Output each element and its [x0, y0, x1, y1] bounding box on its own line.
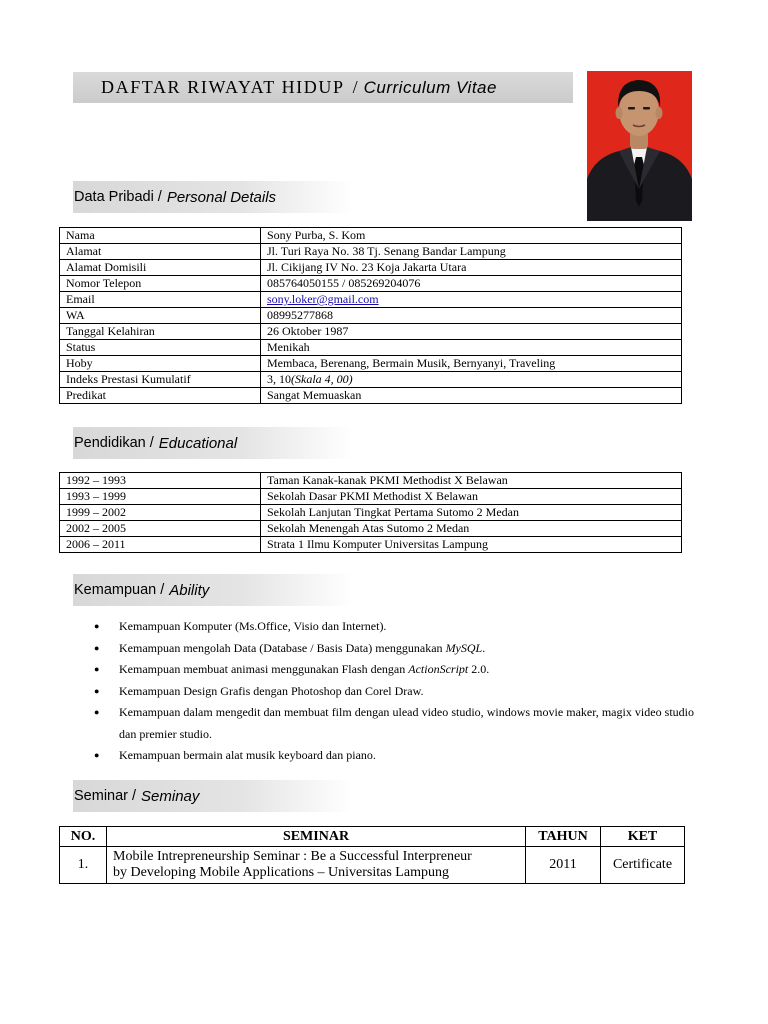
- value-nama: Sony Purba, S. Kom: [261, 228, 682, 244]
- ability-list: [94, 616, 694, 767]
- education-school: Strata 1 Ilmu Komputer Universitas Lampung: [261, 537, 682, 553]
- section-education-title-italic: Educational: [158, 434, 238, 452]
- education-school: Sekolah Menengah Atas Sutomo 2 Medan: [261, 521, 682, 537]
- list-item: [94, 659, 694, 681]
- label-ipk: Indeks Prestasi Kumulatif: [60, 372, 261, 388]
- table-row: [60, 356, 682, 372]
- list-item: [94, 745, 694, 767]
- personal-details-table: [59, 227, 682, 404]
- ability-text: Kemampuan dalam mengedit dan membuat film dengan ulead video studio, windows movie maker, magix video studio dan premier studio.: [119, 705, 694, 741]
- bullet-icon: ●: [94, 750, 100, 760]
- ability-text: Kemampuan membuat animasi menggunakan Flash dengan: [119, 662, 409, 676]
- ability-text-after: .: [482, 640, 486, 655]
- table-row: [60, 276, 682, 292]
- ability-text-italic: ActionScript: [408, 662, 469, 676]
- table-row: [60, 388, 682, 404]
- education-school: Taman Kanak-kanak PKMI Methodist X Belawan: [261, 473, 682, 489]
- table-row: [60, 372, 682, 388]
- label-email: Email: [60, 292, 261, 308]
- label-status: Status: [60, 340, 261, 356]
- list-item: [94, 702, 694, 745]
- value-alamat-domisili: Jl. Cikijang IV No. 23 Koja Jakarta Utara: [261, 260, 682, 276]
- cv-title-italic: Curriculum Vitae: [363, 77, 497, 97]
- section-education-heading: [73, 427, 353, 459]
- table-row: [60, 292, 682, 308]
- profile-photo-icon: [587, 71, 692, 221]
- cv-title-banner: [73, 72, 573, 103]
- cv-title-separator: /: [352, 77, 358, 97]
- education-table: [59, 472, 682, 553]
- table-row: [60, 473, 682, 489]
- table-row: [60, 228, 682, 244]
- bullet-icon: ●: [94, 621, 100, 631]
- section-ability-title-italic: Ability: [169, 581, 210, 599]
- label-hoby: Hoby: [60, 356, 261, 372]
- value-predikat: Sangat Memuaskan: [261, 388, 682, 404]
- cv-title-main: DAFTAR RIWAYAT HIDUP: [101, 77, 345, 97]
- ability-text: Kemampuan Design Grafis dengan Photoshop dan Corel Draw.: [119, 683, 424, 698]
- list-item: [94, 616, 694, 638]
- table-row: [60, 244, 682, 260]
- table-row: [60, 847, 685, 884]
- value-ipk: [261, 372, 682, 388]
- education-school: Sekolah Dasar PKMI Methodist X Belawan: [261, 489, 682, 505]
- seminar-ket: Certificate: [601, 847, 685, 884]
- section-education-title: Pendidikan: [74, 435, 146, 451]
- list-item: [94, 638, 694, 660]
- education-period: 1993 – 1999: [60, 489, 261, 505]
- education-school: Sekolah Lanjutan Tingkat Pertama Sutomo 2 Medan: [261, 505, 682, 521]
- section-separator: /: [157, 189, 162, 205]
- label-wa: WA: [60, 308, 261, 324]
- column-header-no: NO.: [60, 827, 107, 847]
- table-row: [60, 521, 682, 537]
- seminar-no: 1.: [60, 847, 107, 884]
- section-ability-title: Kemampuan: [74, 582, 157, 598]
- column-header-ket: KET: [601, 827, 685, 847]
- education-period: 2006 – 2011: [60, 537, 261, 553]
- section-seminar-title: Seminar: [74, 788, 128, 804]
- label-alamat: Alamat: [60, 244, 261, 260]
- value-status: Menikah: [261, 340, 682, 356]
- ability-text: Kemampuan mengolah Data (Database / Basis Data) menggunakan: [119, 640, 446, 655]
- value-alamat: Jl. Turi Raya No. 38 Tj. Senang Bandar Lampung: [261, 244, 682, 260]
- ability-text: Kemampuan Komputer (Ms.Office, Visio dan Internet).: [119, 619, 387, 633]
- value-hoby: Membaca, Berenang, Bermain Musik, Bernyanyi, Traveling: [261, 356, 682, 372]
- ability-text-italic: MySQL: [445, 640, 483, 655]
- column-header-seminar: SEMINAR: [107, 827, 526, 847]
- section-personal-title: Data Pribadi: [74, 189, 154, 205]
- section-separator: /: [149, 435, 154, 451]
- education-period: 1999 – 2002: [60, 505, 261, 521]
- list-item: [94, 681, 694, 703]
- section-personal-title-italic: Personal Details: [166, 188, 277, 206]
- section-seminar-title-italic: Seminay: [141, 787, 200, 805]
- value-nomor-telepon: 085764050155 / 085269204076: [261, 276, 682, 292]
- table-header-row: [60, 827, 685, 847]
- table-row: [60, 260, 682, 276]
- label-nama: Nama: [60, 228, 261, 244]
- seminar-title: [107, 847, 526, 884]
- bullet-icon: ●: [94, 664, 100, 674]
- bullet-icon: ●: [94, 707, 100, 717]
- seminar-title-line1: Mobile Intrepreneurship Seminar : Be a Successful Interpreneur: [113, 849, 472, 864]
- education-period: 2002 – 2005: [60, 521, 261, 537]
- table-row: [60, 505, 682, 521]
- ability-text-after: 2.0.: [468, 662, 490, 676]
- bullet-icon: ●: [94, 685, 100, 696]
- column-header-tahun: TAHUN: [526, 827, 601, 847]
- ability-text: Kemampuan bermain alat musik keyboard dan piano.: [119, 748, 376, 762]
- section-seminar-heading: [73, 780, 353, 812]
- seminar-year: 2011: [526, 847, 601, 884]
- seminar-table: [59, 826, 685, 884]
- table-row: [60, 308, 682, 324]
- table-row: [60, 340, 682, 356]
- ipk-scale: (Skala 4, 00): [291, 372, 353, 386]
- table-row: [60, 324, 682, 340]
- section-separator: /: [132, 788, 137, 804]
- label-nomor-telepon: Nomor Telepon: [60, 276, 261, 292]
- label-predikat: Predikat: [60, 388, 261, 404]
- table-row: [60, 537, 682, 553]
- ipk-value: 3, 10: [267, 372, 291, 386]
- value-email: [261, 292, 682, 308]
- label-alamat-domisili: Alamat Domisili: [60, 260, 261, 276]
- bullet-icon: ●: [94, 642, 100, 653]
- seminar-title-line2: by Developing Mobile Applications – Universitas Lampung: [113, 865, 449, 880]
- email-link[interactable]: sony.loker@gmail.com: [267, 292, 379, 306]
- profile-photo: [587, 71, 692, 221]
- value-wa: 08995277868: [261, 308, 682, 324]
- section-personal-heading: [73, 181, 353, 213]
- value-tanggal-kelahiran: 26 Oktober 1987: [261, 324, 682, 340]
- section-separator: /: [160, 582, 165, 598]
- label-tanggal-kelahiran: Tanggal Kelahiran: [60, 324, 261, 340]
- section-ability-heading: [73, 574, 353, 606]
- table-row: [60, 489, 682, 505]
- education-period: 1992 – 1993: [60, 473, 261, 489]
